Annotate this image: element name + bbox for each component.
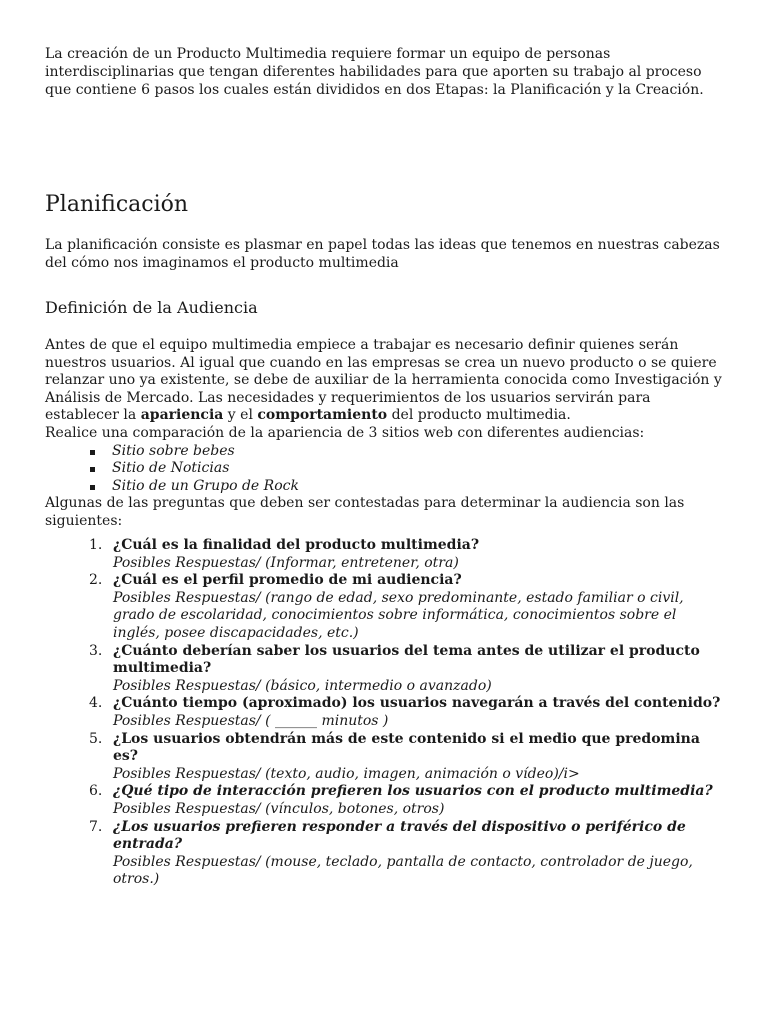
subsection-title: Definición de la Audiencia xyxy=(45,298,258,317)
section-title: Planificación xyxy=(45,192,189,217)
question-text: ¿Cuánto deberían saber los usuarios del tema antes de utilizar el producto multimedia? xyxy=(113,642,700,677)
question-item xyxy=(45,731,725,784)
answer-text: Posibles Respuestas/ (mouse, teclado, pantalla de contacto, controlador de juego, otros.) xyxy=(113,853,693,888)
audience-paragraph xyxy=(45,337,725,425)
audience-section xyxy=(45,337,725,531)
section-paragraph: La planificación consiste es plasmar en papel todas las ideas que tenemos en nuestras cabezas del cómo nos imaginamos el producto multimedia xyxy=(45,237,720,271)
question-number: 4. xyxy=(89,695,103,712)
compare-paragraph: Realice una comparación de la apariencia de 3 sitios web con diferentes audiencias: xyxy=(45,424,645,441)
question-text: ¿Cuál es la finalidad del producto multimedia? xyxy=(113,537,480,553)
question-text: ¿Qué tipo de interacción prefieren los usuarios con el producto multimedia? xyxy=(113,783,713,800)
answer-text: Posibles Respuestas/ (básico, intermedio o avanzado) xyxy=(113,677,492,694)
question-number: 3. xyxy=(89,642,103,659)
question-number: 1. xyxy=(89,537,103,553)
audience-text-mid: y el xyxy=(223,407,258,424)
answer-text: Posibles Respuestas/ (rango de edad, sexo predominante, estado familiar o civil, grado de escolaridad, conocimientos sobre informática, conocimientos sobre el inglés, posee discapacidades, etc.) xyxy=(113,589,684,641)
question-text: ¿Los usuarios obtendrán más de este contenido si el medio que predomina es? xyxy=(113,730,700,765)
answer-text: Posibles Respuestas/ (Informar, entretener, otra) xyxy=(113,554,459,571)
question-text: ¿Cuánto tiempo (aproximado) los usuarios navegarán a través del contenido? xyxy=(113,695,721,712)
question-text: ¿Los usuarios prefieren responder a través del dispositivo o periférico de entrada? xyxy=(113,818,686,853)
intro-paragraph: La creación de un Producto Multimedia requiere formar un equipo de personas interdisciplinarias que tengan diferentes habilidades para que aporten su trabajo al proceso que contiene 6 pasos los cuales están divididos en dos Etapas: la Planificación y la Creación. xyxy=(45,46,704,98)
list-item: Sitio de un Grupo de Rock xyxy=(90,478,725,496)
answer-text: Posibles Respuestas/ (vínculos, botones, otros) xyxy=(113,800,445,817)
question-number: 5. xyxy=(89,730,103,747)
document-body xyxy=(45,45,725,888)
questions-list xyxy=(45,537,725,889)
question-item xyxy=(45,695,725,730)
question-number: 6. xyxy=(89,783,103,800)
question-item xyxy=(45,572,725,642)
questions-intro: Algunas de las preguntas que deben ser contestadas para determinar la audiencia son las siguientes: xyxy=(45,495,685,529)
audience-text: Antes de que el equipo multimedia empiece a trabajar es necesario definir quienes serán nuestros usuarios. Al igual que cuando en las empresas se crea un nuevo producto o se quiere relanzar uno ya existente, se debe de auxiliar de la herramienta conocida como Investigación y Análisis de Mercado. Las necesidades y requerimientos de los usuarios servirán para establecer la xyxy=(45,337,722,424)
list-item: Sitio de Noticias xyxy=(90,460,725,478)
sites-list xyxy=(45,443,725,496)
audience-text-end: del producto multimedia. xyxy=(387,407,571,424)
list-item: Sitio sobre bebes xyxy=(90,443,725,461)
question-item xyxy=(45,783,725,818)
answer-text: Posibles Respuestas/ (texto, audio, imagen, animación o vídeo)/i> xyxy=(113,765,580,782)
question-item xyxy=(45,819,725,889)
question-text: ¿Cuál es el perfil promedio de mi audiencia? xyxy=(113,572,462,589)
question-number: 2. xyxy=(89,572,103,589)
comportamiento-bold: comportamiento xyxy=(257,407,388,424)
answer-text: Posibles Respuestas/ ( ______ minutos ) xyxy=(113,712,389,729)
question-item xyxy=(45,643,725,696)
question-item xyxy=(45,537,725,572)
apariencia-bold: apariencia xyxy=(140,407,224,424)
question-number: 7. xyxy=(89,818,103,835)
